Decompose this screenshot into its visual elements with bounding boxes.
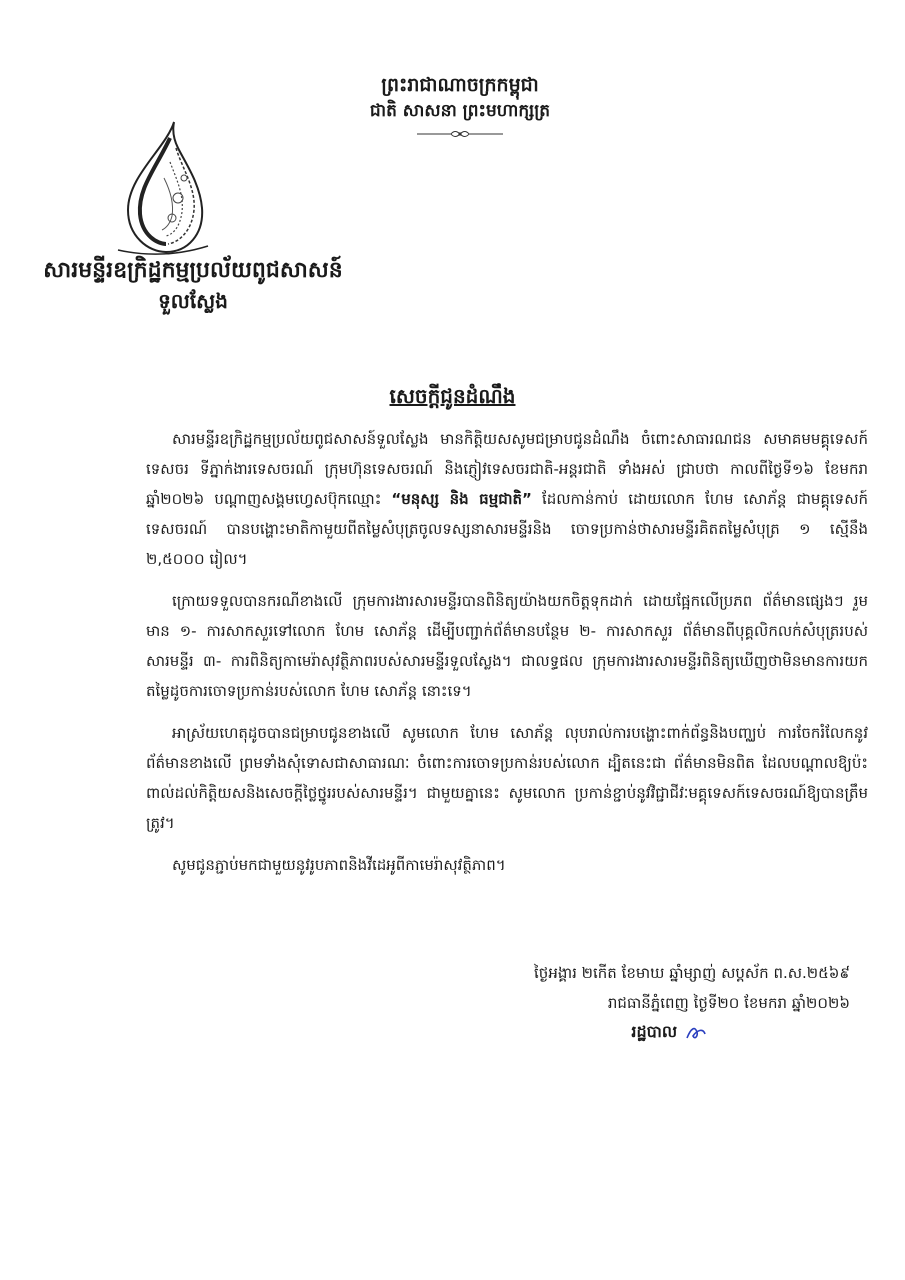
document-title: សេចក្ដីជូនដំណឹង [389,384,516,408]
handwritten-initial [683,1022,709,1044]
solar-date: រាជធានីភ្នំពេញ ថ្ងៃទី២០ ខែមករា ឆ្នាំ២០២៦ [607,994,850,1012]
paragraph-4: សូមជូនភ្ជាប់មកជាមួយនូវរូបភាពនិងវីដេអូពីកាមេរ៉ាសុវត្ថិភាព។ [172,856,506,874]
paragraph-1 [146,424,868,574]
organization-header [28,256,358,316]
museum-logo [108,118,218,258]
organization-city: ទួលស្លែង [158,289,228,313]
ornamental-divider [300,128,620,140]
facebook-page-name: “មនុស្ស និង ធម្មជាតិ” [391,490,532,508]
paragraph-2: ក្រោយទទួលបានករណីខាងលើ ក្រុមការងារសារមន្ទីរបានពិនិត្យយ៉ាងយកចិត្តទុកដាក់ ដោយផ្អែកលើប្រភព ព័ត៌មានផ្សេងៗ រួមមាន ១- ការសាកសួរទៅលោក ហែម សោភ័ន្ត ដើម្បីបញ្ជាក់ព័ត៌មានបន្ថែម ២- ការសាកសួរ ព័ត៌មានពីបុគ្គលិកលក់សំបុត្ររបស់សារមន្ទីរ ៣- ការពិនិត្យកាមេរ៉ាសុវត្ថិភាពរបស់សារមន្ទីរទួលស្លែង។ ជាលទ្ធផល ក្រុមការងារសារមន្ទីរពិនិត្យឃើញថាមិនមានការយកតម្លៃដូចការចោទប្រកាន់របស់លោក ហែម សោភ័ន្ត នោះទេ។ [146,592,868,700]
national-motto: ជាតិ សាសនា ព្រះមហាក្សត្រ [369,101,551,121]
date-block [420,958,850,1018]
kingdom-header [300,72,620,140]
kingdom-name: ព្រះរាជាណាចក្រកម្ពុជា [381,74,539,96]
document-body [146,424,868,892]
signatory-title: រដ្ឋបាល [631,1022,678,1041]
lunar-date: ថ្ងៃអង្គារ ២កើត ខែមាឃ ឆ្នាំម្សាញ់ សប្តស័ក ព.ស.២៥៦៩ [534,964,850,982]
paragraph-3: អាស្រ័យហេតុដូចបានជម្រាបជូនខាងលើ សូមលោក ហែម សោភ័ន្ត លុបរាល់ការបង្ហោះពាក់ព័ន្ធនិងបញ្ឈប់ ការចែករំលែកនូវព័ត៌មានខាងលើ ព្រមទាំងសុំទោសជាសាធារណៈ ចំពោះការចោទប្រកាន់របស់លោក ដ្បិតនេះជា ព័ត៌មានមិនពិត ដែលបណ្ដាលឱ្យប៉ះពាល់ដល់កិត្តិយសនិងសេចក្ដីថ្លៃថ្នូររបស់សារមន្ទីរ។ ជាមួយគ្នានេះ សូមលោក ប្រកាន់ខ្ជាប់នូវវិជ្ជាជីវៈមគ្គុទេសក៍ទេសចរណ៍ឱ្យបានត្រឹមត្រូវ។ [146,724,868,832]
signature-block [560,1018,780,1046]
paragraph-1-text-a: សារមន្ទីរឧក្រិដ្ឋកម្មប្រល័យពូជសាសន៍ទួលស្លែង មានកិត្តិយសសូមជម្រាបជូនដំណឹង ចំពោះសាធារណជន សមាគមមគ្គុទេសក៍ទេសចរ ទីភ្នាក់ងារទេសចរណ៍ ក្រុមហ៊ុនទេសចរណ៍ និងភ្ញៀវទេសចរជាតិ-អន្តរជាតិ ទាំងអស់ ជ្រាបថា កាលពីថ្ងៃទី១៦ ខែមករា ឆ្នាំ២០២៦ បណ្ដាញសង្គមហ្វេសប៊ុកឈ្មោះ [146,430,868,508]
organization-name: សារមន្ទីរឧក្រិដ្ឋកម្មប្រល័យពូជសាសន៍ [43,258,343,283]
paragraph-1-text-b: ដែលកាន់កាប់ ដោយលោក ហែម សោភ័ន្ត ជាមគ្គុទេសក៍ទេសចរណ៍ បានបង្ហោះមាតិកាមួយពីតម្លៃសំបុត្រចូលទស្សនាសារមន្ទីរនិង ចោទប្រកាន់ថាសារមន្ទីរគិតតម្លៃសំបុត្រ ១ ស្មើនឹង ២,៥០០០ រៀល។ [146,490,868,568]
